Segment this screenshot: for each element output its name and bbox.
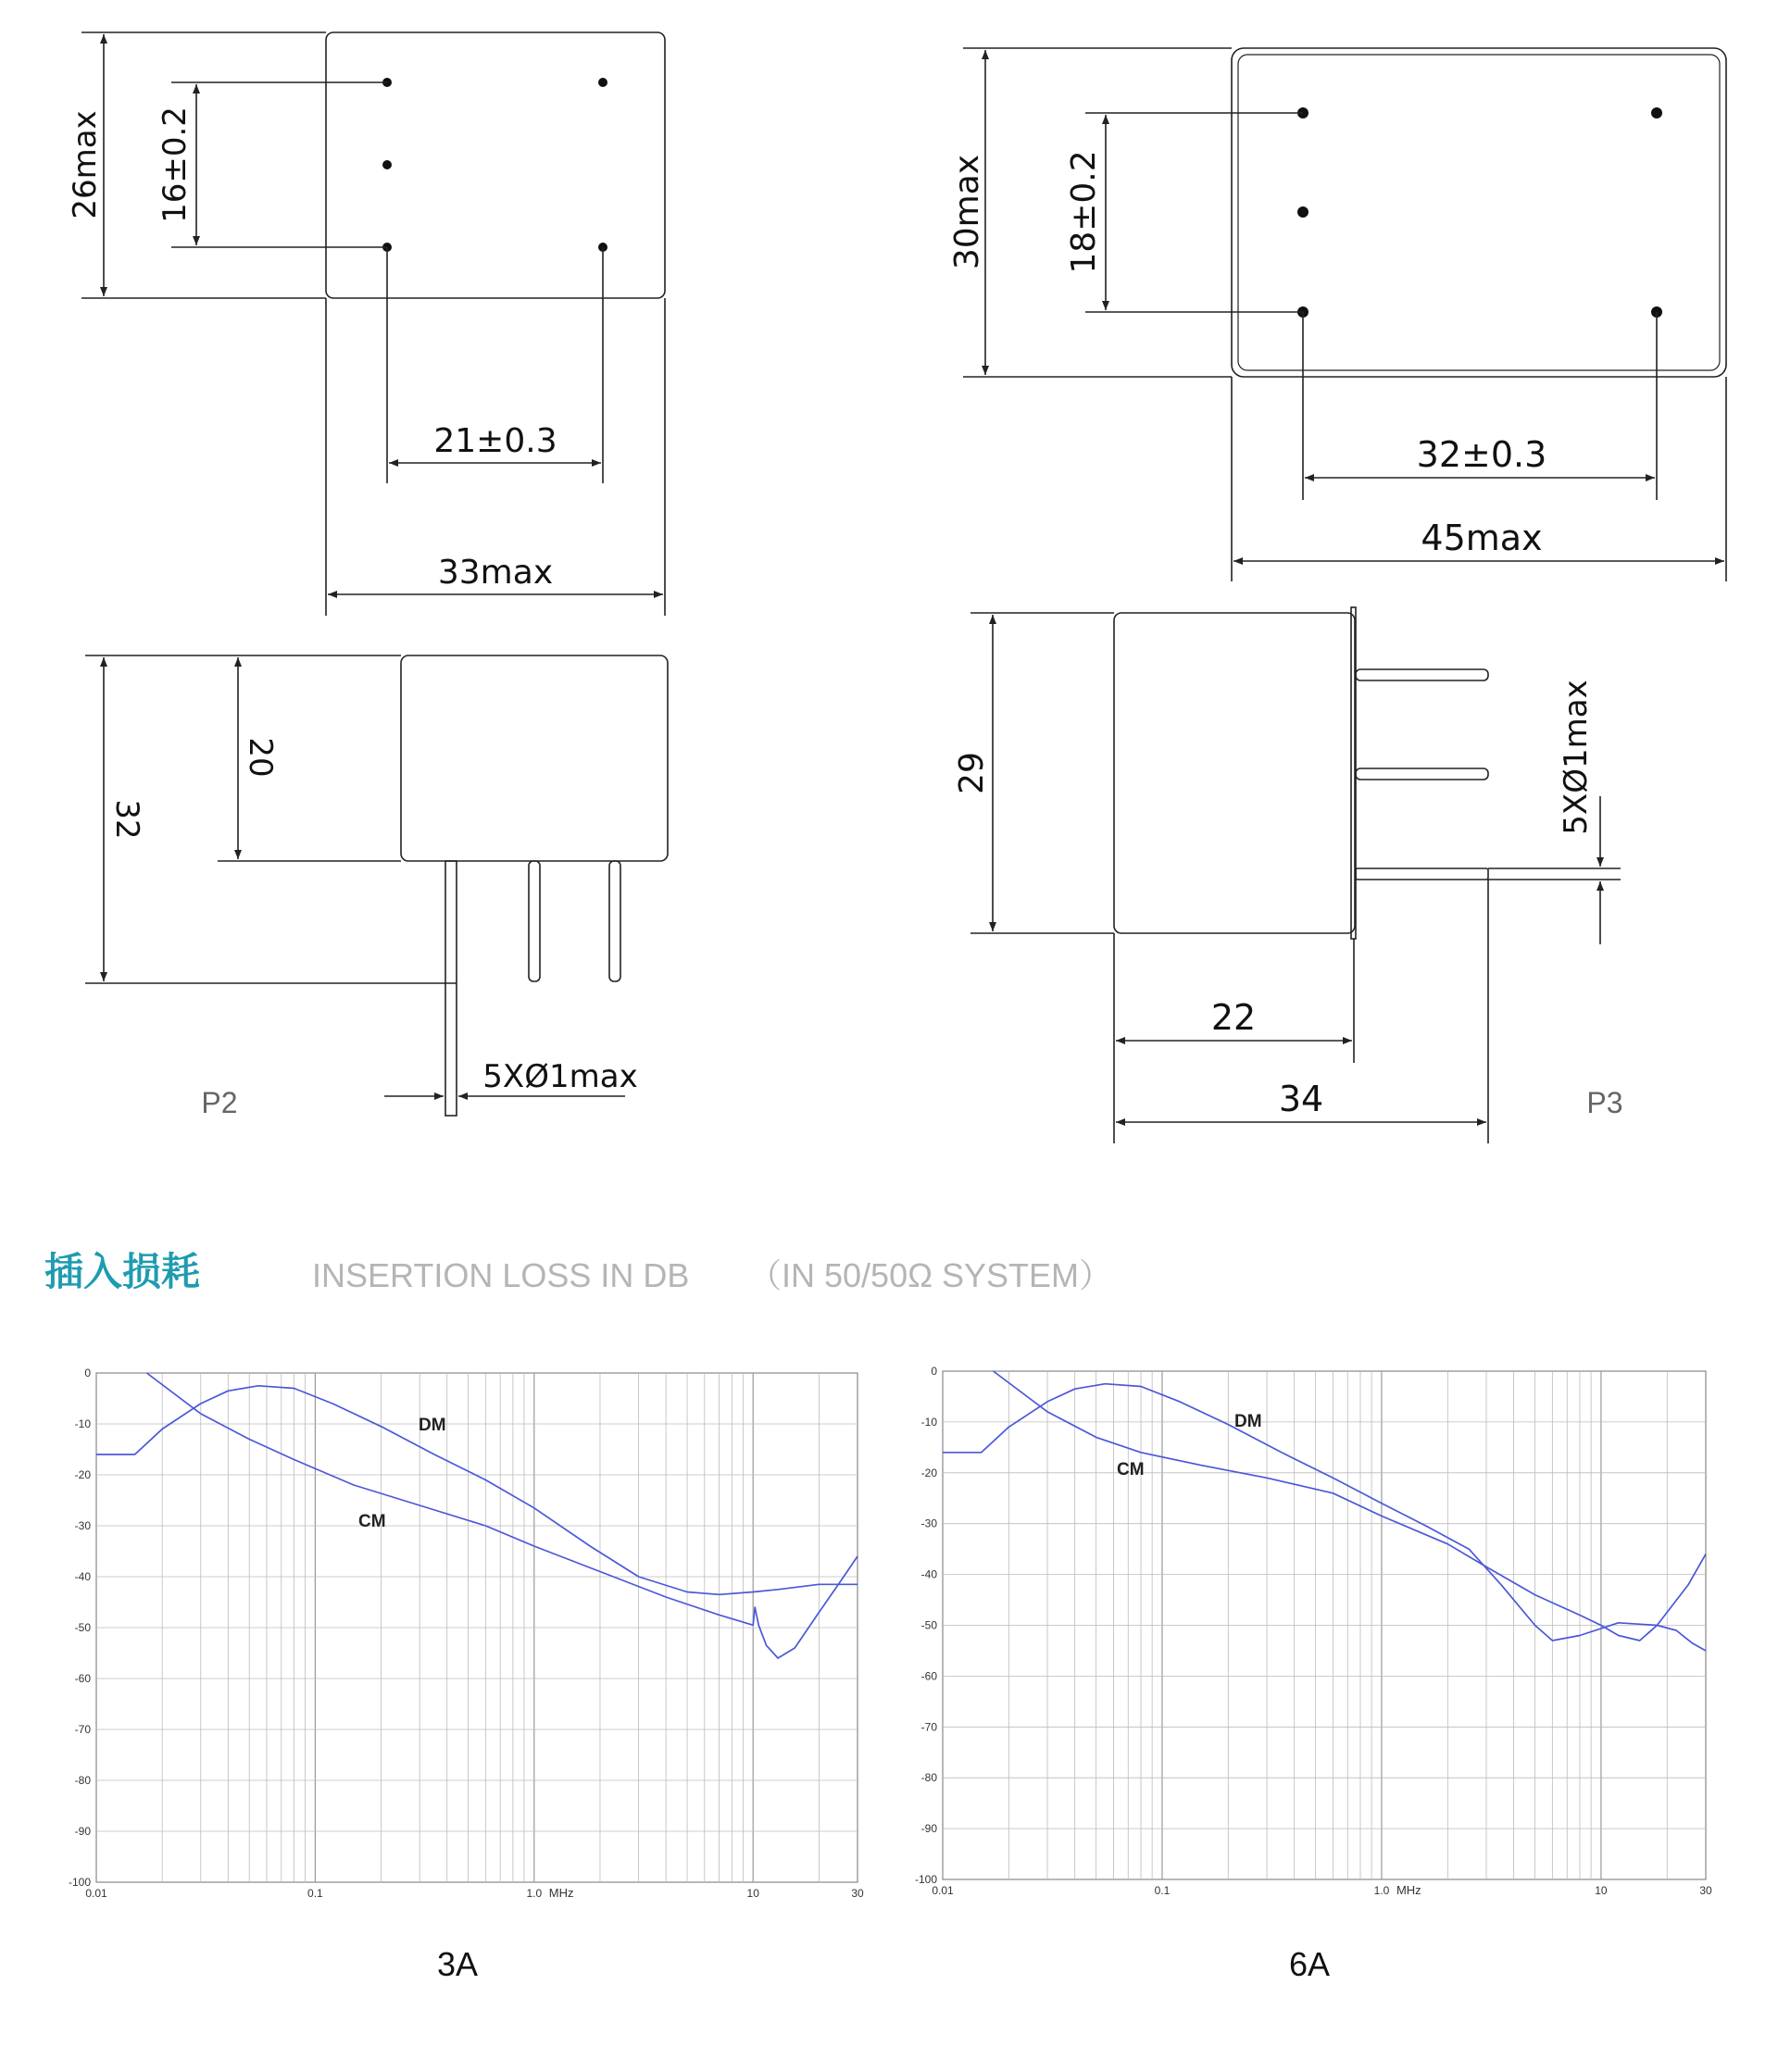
chart-3a-x-tick-label: 10: [746, 1887, 759, 1900]
p2-top-body-outline: [326, 32, 665, 298]
p2-height-label: 26max: [67, 110, 104, 219]
chart-6a-x-tick-label: 30: [1699, 1884, 1712, 1897]
p3-side-body-outline: [1114, 613, 1355, 933]
p2-pin-dia-label: 5XØ1max: [482, 1058, 638, 1095]
p2-pin-dot: [382, 160, 392, 169]
chart-6a-y-tick-label: -90: [920, 1822, 937, 1836]
p3-width-label: 45max: [1421, 518, 1543, 558]
chart-3a-x-tick-label: 0.1: [307, 1887, 323, 1900]
chart-6a-y-tick-label: -10: [920, 1415, 937, 1429]
chart-6a: [915, 1365, 1712, 1983]
chart-3a-y-tick-label: -20: [74, 1468, 91, 1481]
p3-side-pin: [1356, 768, 1488, 780]
p3-height-label: 30max: [948, 154, 986, 270]
p2-pin-dot: [598, 78, 607, 87]
p3-label: P3: [1586, 1086, 1623, 1119]
chart-6a-y-tick-label: -30: [920, 1517, 937, 1530]
chart-3a-x-tick-label: 30: [851, 1887, 864, 1900]
chart-6a-series-dm-label: DM: [1234, 1412, 1262, 1431]
p2-label: P2: [201, 1086, 238, 1119]
p3-side-pin: [1356, 868, 1488, 880]
chart-3a-caption: 3A: [436, 1945, 479, 1983]
section-title-cn: 插入损耗: [44, 1250, 201, 1293]
chart-6a-y-tick-label: 0: [931, 1365, 937, 1378]
chart-3a-y-tick-label: -50: [74, 1621, 91, 1634]
chart-3a: [69, 1367, 864, 1983]
chart-6a-x-tick-label: 0.1: [1154, 1884, 1171, 1897]
chart-6a-caption: 6A: [1288, 1945, 1331, 1983]
chart-6a-unit-label: MHz: [1396, 1883, 1421, 1897]
chart-3a-y-tick-label: -60: [74, 1672, 91, 1685]
p2-side-body-label: 20: [242, 737, 279, 778]
p3-pin-dot: [1651, 107, 1662, 119]
chart-6a-y-tick-label: -80: [920, 1771, 937, 1785]
p3-side-total-label: 34: [1278, 1079, 1324, 1119]
p3-pin-dia-label: 5XØ1max: [1558, 680, 1595, 835]
chart-6a-y-tick-label: -20: [920, 1466, 937, 1479]
p3-top-view: [963, 48, 1726, 581]
p2-side-view: [85, 655, 668, 1116]
chart-3a-y-tick-label: -10: [74, 1417, 91, 1430]
chart-6a-y-tick-label: -40: [920, 1567, 937, 1581]
chart-3a-y-tick-label: -90: [74, 1825, 91, 1838]
p3-side-pin: [1356, 669, 1488, 680]
p2-side-body-outline: [401, 655, 668, 861]
chart-3a-unit-label: MHz: [548, 1886, 574, 1900]
p2-pin-pitch-label: 16±0.2: [157, 106, 194, 223]
chart-3a-series-cm-label: CM: [358, 1512, 386, 1531]
chart-6a-x-tick-label: 0.01: [932, 1884, 954, 1897]
p3-pin-dot: [1297, 206, 1308, 218]
p2-side-pin: [445, 861, 457, 1116]
chart-6a-x-tick-label: 1.0: [1373, 1884, 1390, 1897]
chart-3a-y-tick-label: -100: [68, 1876, 91, 1889]
p2-side-pin: [529, 861, 540, 981]
chart-6a-series-cm-label: CM: [1117, 1460, 1145, 1479]
chart-3a-y-tick-label: -40: [74, 1570, 91, 1583]
p3-top-body-inner-outline: [1238, 55, 1720, 370]
p3-side-body-label: 29: [953, 752, 991, 794]
p2-width-label: 33max: [437, 554, 554, 592]
chart-6a-y-tick-label: -50: [920, 1618, 937, 1632]
chart-3a-series-dm-label: DM: [419, 1416, 446, 1435]
chart-6a-y-tick-label: -70: [920, 1720, 937, 1734]
section-title-note: （IN 50/50Ω SYSTEM）: [748, 1256, 1113, 1294]
p3-pin-pitch-label: 18±0.2: [1065, 150, 1103, 274]
p2-side-total-label: 32: [108, 799, 145, 840]
chart-3a-x-tick-label: 0.01: [85, 1887, 107, 1900]
chart-3a-y-tick-label: -70: [74, 1723, 91, 1736]
chart-6a-y-tick-label: -60: [920, 1669, 937, 1683]
p3-side-view: [970, 607, 1621, 1143]
p3-col-pitch-label: 32±0.3: [1416, 434, 1547, 475]
chart-3a-y-tick-label: 0: [84, 1367, 91, 1379]
chart-3a-x-tick-label: 1.0: [526, 1887, 543, 1900]
chart-3a-y-tick-label: -30: [74, 1519, 91, 1532]
section-title-en: INSERTION LOSS IN DB: [312, 1256, 690, 1294]
p2-side-pin: [609, 861, 620, 981]
p2-col-pitch-label: 21±0.3: [433, 422, 557, 460]
chart-6a-y-tick-label: -100: [914, 1873, 937, 1886]
chart-6a-x-tick-label: 10: [1595, 1884, 1608, 1897]
chart-3a-y-tick-label: -80: [74, 1774, 91, 1787]
p3-side-depth-label: 22: [1210, 997, 1257, 1038]
